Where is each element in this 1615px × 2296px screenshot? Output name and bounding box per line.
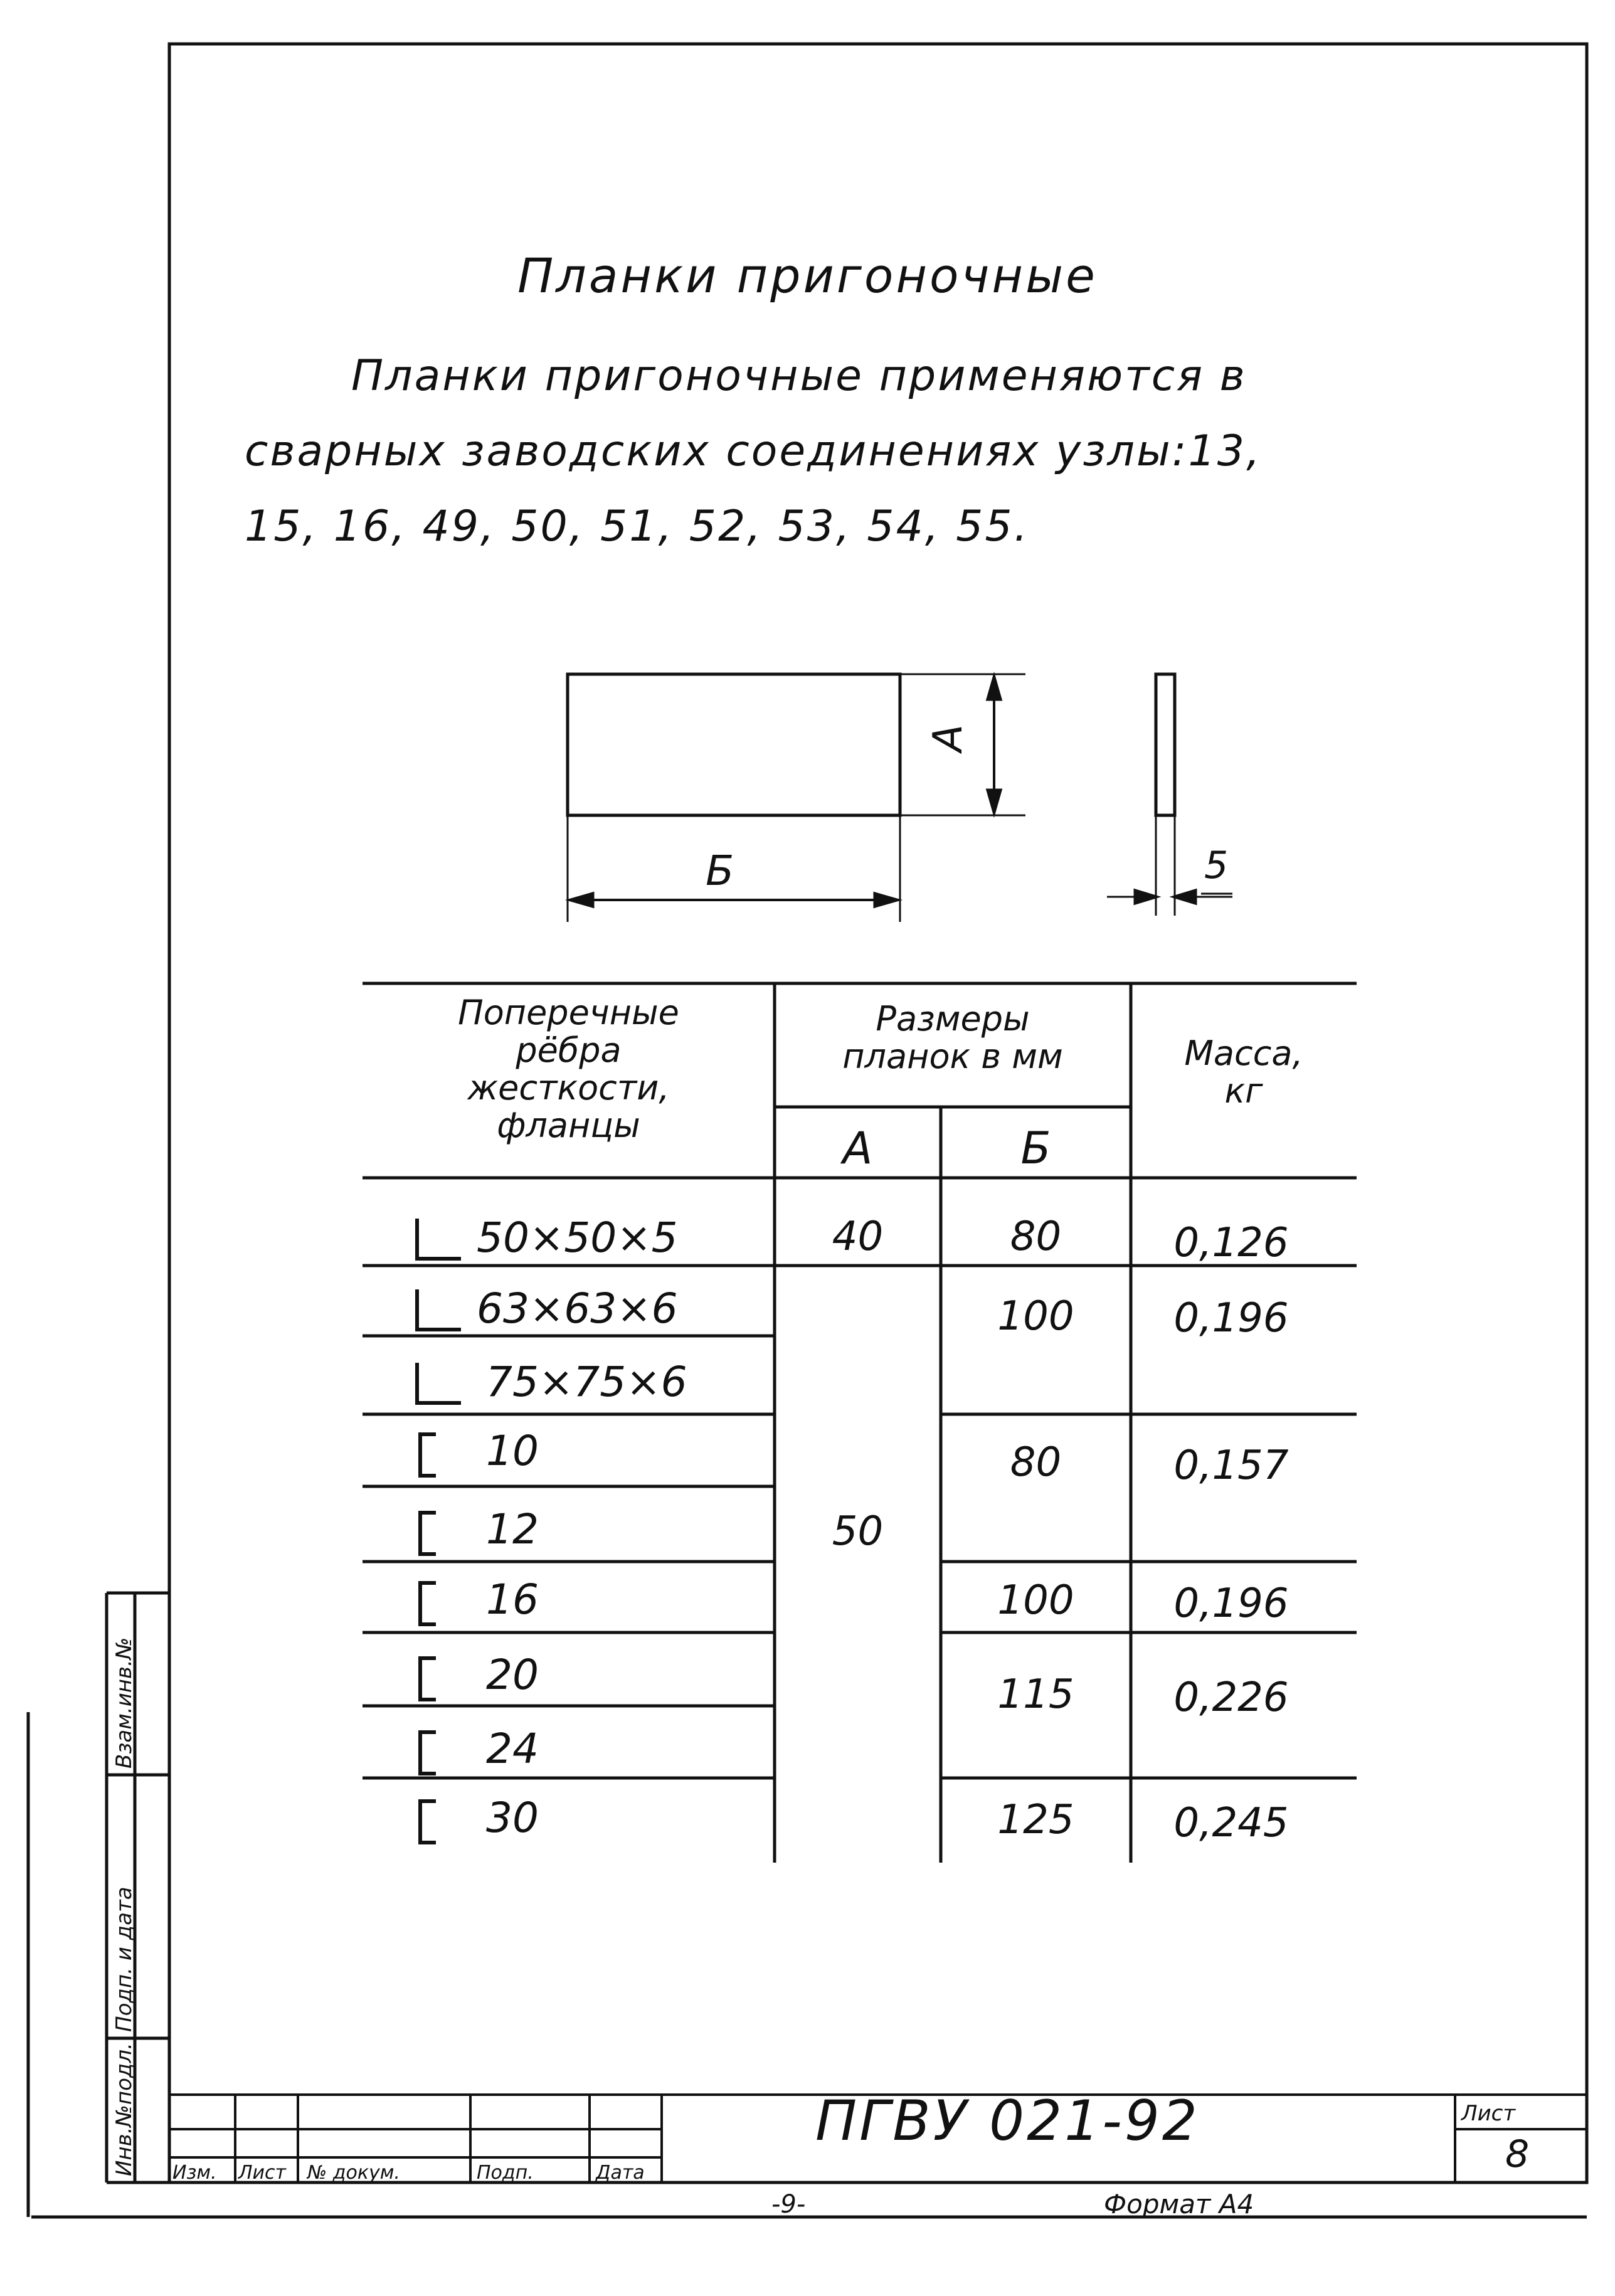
header-col-b: Б: [1020, 1123, 1051, 1174]
channel-profile-icon: [420, 1434, 436, 1476]
dim-label-thickness: 5: [1204, 844, 1229, 887]
cell-b-value: 100: [997, 1577, 1074, 1624]
header-sizes-line2: планок в мм: [842, 1037, 1063, 1076]
angle-profile-icon: [417, 1289, 461, 1330]
paragraph-line-1: Планки пригоночные применяются в: [351, 351, 1247, 401]
cell-a-value: 50: [832, 1508, 884, 1555]
row-label: 63×63×6: [477, 1284, 678, 1333]
row-label: 75×75×6: [486, 1358, 687, 1406]
channel-profile-icon: [420, 1732, 436, 1774]
cell-mass-value: 0,126: [1173, 1220, 1289, 1266]
cell-b-value: 80: [1010, 1439, 1062, 1486]
cell-b-value: 125: [997, 1797, 1074, 1843]
header-col1-line3: жесткости,: [467, 1068, 670, 1108]
sheet-label: Лист: [1461, 2101, 1516, 2126]
channel-profile-icon: [420, 1583, 436, 1624]
page-number: -9-: [771, 2190, 806, 2219]
row-label: 20: [486, 1651, 539, 1699]
tb-col-label: № докум.: [307, 2162, 400, 2184]
header-col1-line1: Поперечные: [458, 993, 679, 1032]
cell-mass-value: 0,196: [1173, 1580, 1289, 1627]
cell-mass-value: 0,196: [1173, 1295, 1289, 1341]
dim-label-a: А: [924, 724, 972, 752]
angle-profile-icon: [417, 1219, 461, 1259]
angle-profile-icon: [417, 1363, 461, 1403]
tb-col-label: Изм.: [172, 2162, 217, 2184]
row-label: 24: [486, 1725, 539, 1773]
cell-b-value: 80: [1010, 1214, 1062, 1260]
side-stamp-signature: Подп. и дата: [112, 1886, 137, 2032]
header-sizes: [775, 1000, 1131, 1076]
cell-b-value: 100: [997, 1293, 1074, 1340]
format-label: Формат А4: [1104, 2189, 1254, 2219]
cell-mass-value: 0,157: [1173, 1442, 1289, 1489]
cell-b-value: 115: [997, 1671, 1074, 1718]
header-col1-line2: рёбра: [516, 1030, 622, 1070]
row-label: 50×50×5: [477, 1214, 678, 1262]
dim-label-b: Б: [706, 847, 734, 895]
row-label: 30: [486, 1794, 539, 1842]
header-mass-line1: Масса,: [1184, 1034, 1303, 1073]
side-stamp-replace: Взам.инв.№: [112, 1637, 137, 1769]
channel-profile-icon: [420, 1658, 436, 1700]
document-designation: ПГВУ 021-92: [815, 2088, 1200, 2153]
page-title: Планки пригоночные: [517, 248, 1098, 304]
paragraph-line-2: сварных заводских соединениях узлы:13,: [245, 426, 1262, 476]
header-col1: [363, 994, 775, 1145]
tb-col-label: Подп.: [477, 2162, 534, 2184]
tb-col-label: Дата: [596, 2162, 645, 2184]
channel-profile-icon: [420, 1513, 436, 1554]
cell-mass-value: 0,226: [1173, 1674, 1289, 1721]
row-label: 12: [486, 1505, 539, 1553]
channel-profile-icon: [420, 1801, 436, 1843]
side-stamp-inv: Инв.№подл.: [112, 2043, 137, 2176]
row-label: 10: [486, 1427, 539, 1475]
header-col-a: А: [842, 1123, 873, 1174]
row-label: 16: [486, 1575, 539, 1624]
header-sizes-line1: Размеры: [876, 999, 1030, 1039]
header-mass-line2: кг: [1224, 1071, 1263, 1111]
cell-a-value: 40: [832, 1214, 884, 1260]
header-col1-line4: фланцы: [497, 1106, 640, 1145]
header-mass: [1131, 1035, 1357, 1110]
cell-mass-value: 0,245: [1173, 1800, 1289, 1846]
sheet-number: 8: [1505, 2132, 1530, 2176]
paragraph-line-3: 15, 16, 49, 50, 51, 52, 53, 54, 55.: [245, 502, 1030, 551]
tb-col-label: Лист: [238, 2162, 287, 2184]
